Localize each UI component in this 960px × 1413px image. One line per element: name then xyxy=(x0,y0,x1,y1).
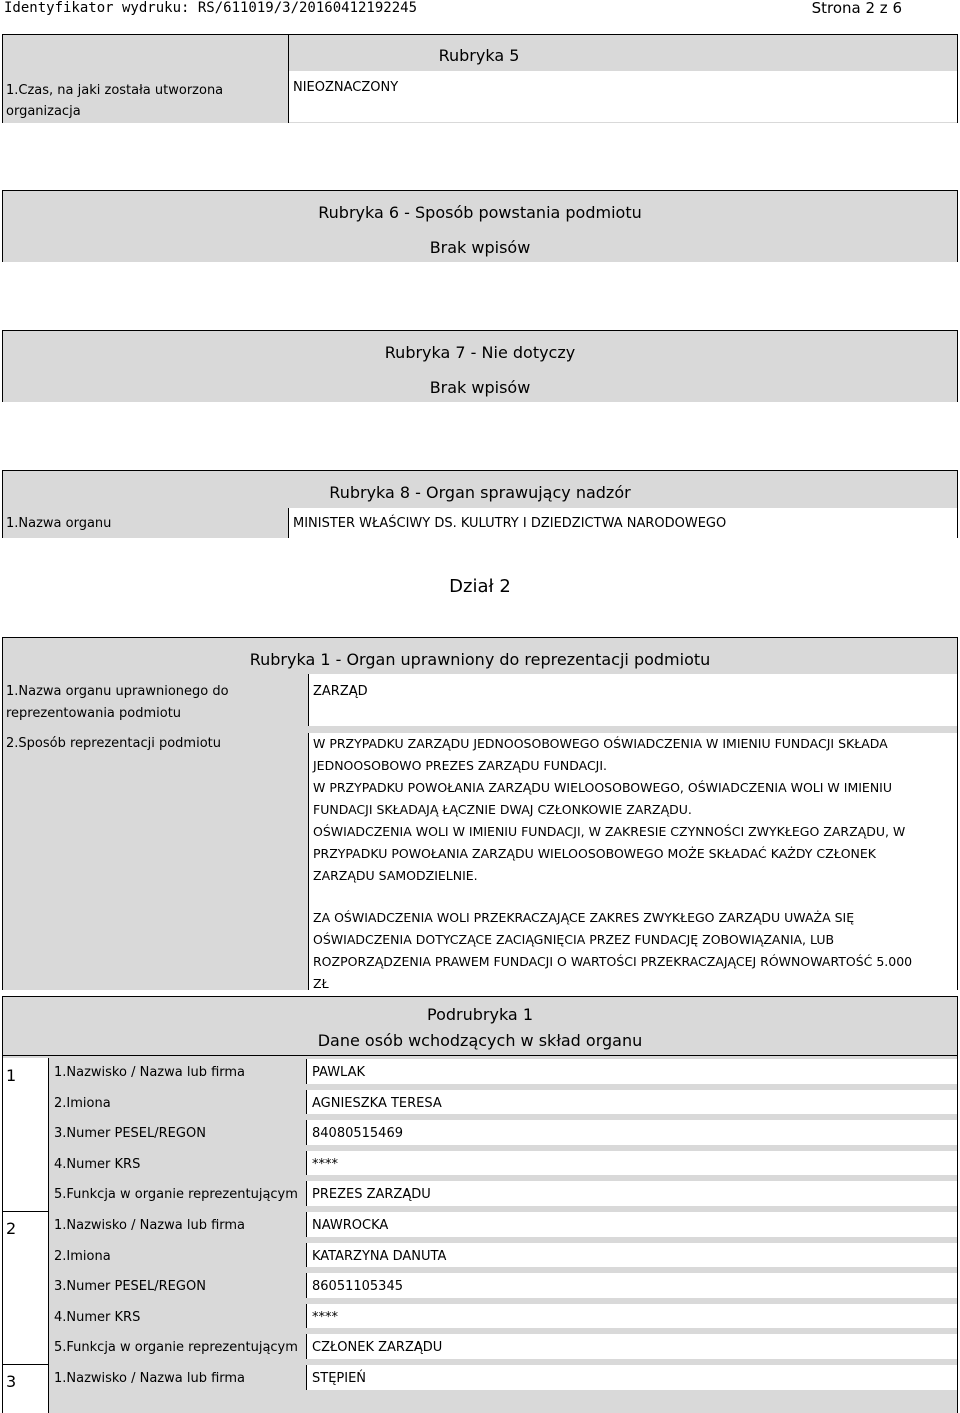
person-field-label: 1.Nazwisko / Nazwa lub firma xyxy=(54,1065,246,1080)
person-number: 1 xyxy=(6,1066,17,1085)
person-field-value: STĘPIEŃ xyxy=(312,1371,367,1386)
person-field-label: 2.Imiona xyxy=(54,1095,111,1111)
person-field-value: PREZES ZARZĄDU xyxy=(312,1187,431,1203)
person-field-value: 84080515469 xyxy=(312,1126,403,1142)
method-line: OŚWIADCZENIA DOTYCZĄCE ZACIĄGNIĘCIA PRZEZ FUNDACJĘ ZOBOWIĄZANIA, LUB xyxy=(313,932,835,947)
dzial-title: Dział 2 xyxy=(449,576,511,597)
person-field-row xyxy=(307,1304,957,1329)
person-field-value: CZŁONEK ZARZĄDU xyxy=(312,1340,443,1356)
rubryka1-title: Rubryka 1 - Organ uprawniony do reprezentacji podmiotu xyxy=(249,650,711,669)
method-line: ROZPORZĄDZENIA PRAWEM FUNDACJI O WARTOŚCI PRZEKRACZAJĄCEJ RÓWNOWARTOŚĆ 5.000 xyxy=(313,954,913,969)
rubryka7-title: Rubryka 7 - Nie dotyczy xyxy=(384,343,576,362)
person-field-row xyxy=(307,1273,957,1298)
method-line: FUNDACJI SKŁADAJĄ ŁĄCZNIE DWAJ CZŁONKOWIE ZARZĄDU. xyxy=(313,802,692,817)
person-field-value: AGNIESZKA TERESA xyxy=(312,1095,442,1111)
person-field-value: KATARZYNA DANUTA xyxy=(312,1248,447,1264)
person-field-value: 86051105345 xyxy=(312,1279,403,1295)
podrubryka-title: Podrubryka 1 xyxy=(427,1005,533,1024)
person-field-label: 3.Numer PESEL/REGON xyxy=(54,1126,206,1142)
print-identifier: Identyfikator wydruku: RS/611019/3/20160412192245 xyxy=(4,0,418,16)
person-field-label: 5.Funkcja w organie reprezentującym xyxy=(54,1340,298,1356)
method-line: OŚWIADCZENIA WOLI W IMIENIU FUNDACJI, W ZAKRESIE CZYNNOŚCI ZWYKŁEGO ZARZĄDU, W xyxy=(313,824,906,839)
person-field-row xyxy=(307,1120,957,1145)
person-field-row xyxy=(307,1212,957,1237)
rubryka5-field-label: 1.Czas, na jaki została utworzona organizacja xyxy=(6,83,224,119)
person-field-label: 4.Numer KRS xyxy=(54,1309,141,1325)
method-line: ZA OŚWIADCZENIA WOLI PRZEKRACZAJĄCE ZAKRES ZWYKŁEGO ZARZĄDU UWAŻA SIĘ xyxy=(313,910,855,925)
rubryka1-name-label: 1.Nazwa organu uprawnionego do reprezentowania podmiotu xyxy=(6,684,229,721)
rubryka8-title: Rubryka 8 - Organ sprawujący nadzór xyxy=(329,483,631,502)
method-line: ZŁ xyxy=(313,976,329,991)
person-field-label: 4.Numer KRS xyxy=(54,1156,141,1172)
person-number: 2 xyxy=(6,1219,17,1238)
person-field-label: 1.Nazwisko / Nazwa lub firma xyxy=(54,1218,246,1233)
rubryka5-title: Rubryka 5 xyxy=(438,46,520,65)
method-line: ZARZĄDU SAMODZIELNIE. xyxy=(313,868,478,883)
podrubryka-subtitle: Dane osób wchodzących w skład organu xyxy=(317,1031,643,1050)
rubryka1-method-text xyxy=(313,733,953,995)
person-field-row xyxy=(307,1151,957,1176)
method-line xyxy=(313,887,953,907)
person-field-value: PAWLAK xyxy=(312,1065,366,1080)
person-number: 3 xyxy=(6,1372,17,1391)
rubryka7-empty: Brak wpisów xyxy=(429,378,531,397)
person-field-value: **** xyxy=(312,1156,338,1172)
person-field-label: 5.Funkcja w organie reprezentującym xyxy=(54,1187,298,1203)
person-field-label: 2.Imiona xyxy=(54,1248,111,1264)
rubryka6-empty: Brak wpisów xyxy=(429,238,531,257)
method-line: W PRZYPADKU ZARZĄDU JEDNOOSOBOWEGO OŚWIADCZENIA W IMIENIU FUNDACJI SKŁADA xyxy=(313,736,888,751)
method-line: W PRZYPADKU POWOŁANIA ZARZĄDU WIELOOSOBOWEGO, OŚWIADCZENIA WOLI W IMIENIU xyxy=(313,780,893,795)
rubryka8-field-value: MINISTER WŁAŚCIWY DS. KULUTRY I DZIEDZICTWA NARODOWEGO xyxy=(293,516,727,531)
person-field-row xyxy=(307,1365,957,1390)
person-field-value: NAWROCKA xyxy=(312,1218,389,1233)
person-field-label: 1.Nazwisko / Nazwa lub firma xyxy=(54,1371,246,1386)
rubryka1-method-label: 2.Sposób reprezentacji podmiotu xyxy=(6,736,221,751)
method-line: JEDNOOSOBOWO PREZES ZARZĄDU FUNDACJI. xyxy=(313,758,608,773)
rubryka6-title: Rubryka 6 - Sposób powstania podmiotu xyxy=(318,203,642,222)
rubryka8-field-label: 1.Nazwa organu xyxy=(6,516,112,531)
person-field-label: 3.Numer PESEL/REGON xyxy=(54,1279,206,1295)
method-line: PRZYPADKU POWOŁANIA ZARZĄDU WIELOOSOBOWEGO MOŻE SKŁADAĆ KAŻDY CZŁONEK xyxy=(313,846,877,861)
person-field-value: **** xyxy=(312,1309,338,1325)
person-field-row xyxy=(307,1059,957,1084)
rubryka1-name-value: ZARZĄD xyxy=(313,684,368,699)
rubryka5-field-value: NIEOZNACZONY xyxy=(293,80,399,95)
page-number: Strona 2 z 6 xyxy=(811,0,902,17)
